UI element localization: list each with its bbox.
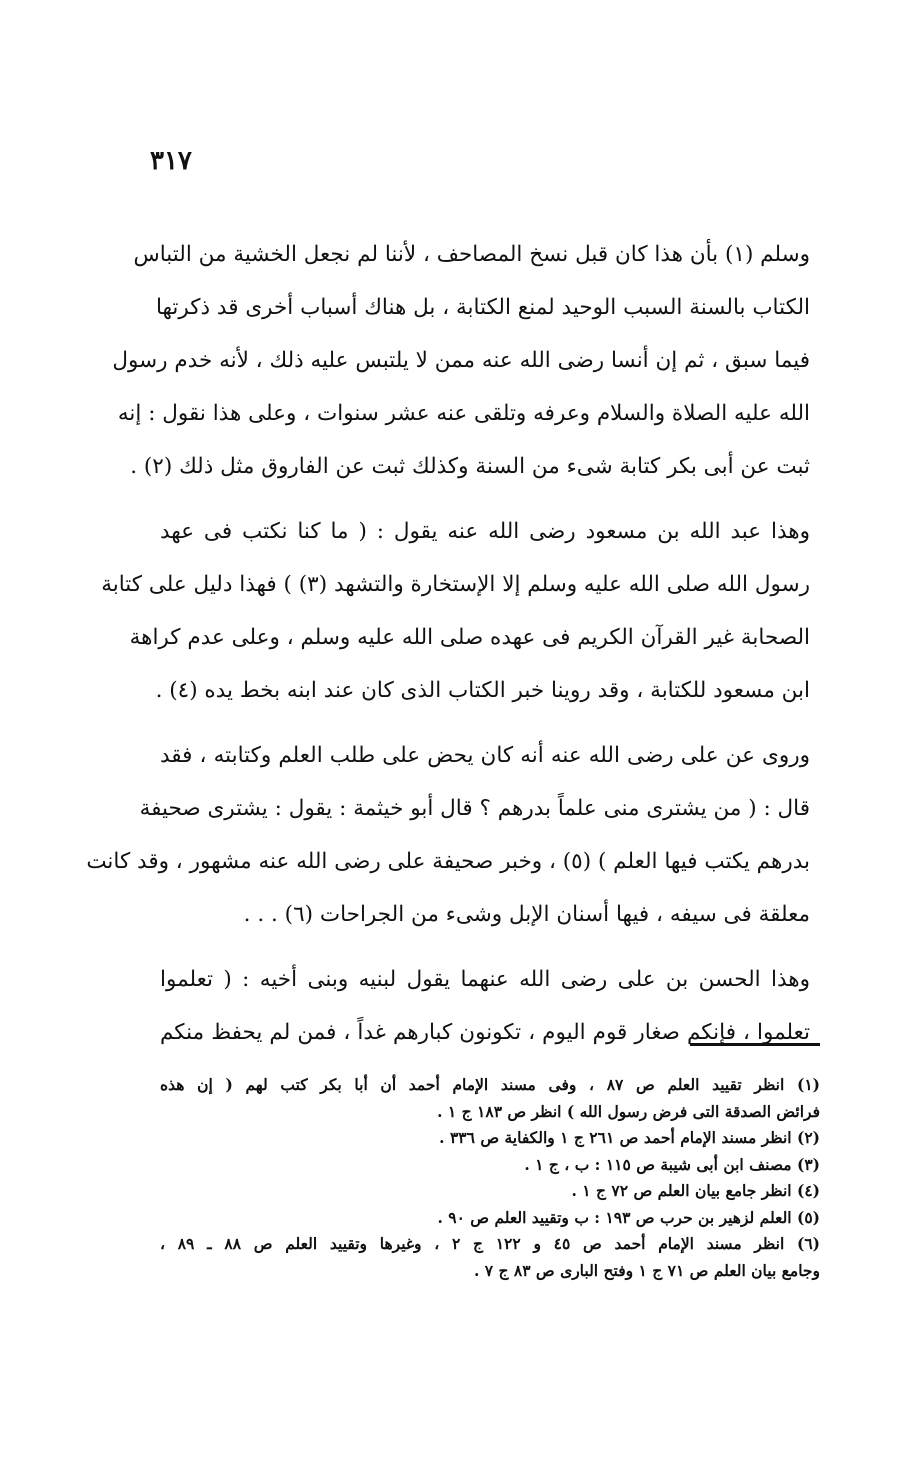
footnotes (160, 1072, 820, 1284)
text-line: وروى عن على رضى الله عنه أنه كان يحض على طلب العلم وكتابته ، فقد (160, 743, 810, 768)
text-line: ثبت عن أبى بكر كتابة شىء من السنة وكذلك ثبت عن الفاروق مثل ذلك (٢) . (130, 454, 810, 479)
footnote-line: (٣) مصنف ابن أبى شيبة ص ١١٥ : ب ، ج ١ . (524, 1154, 820, 1174)
footnote-line: وجامع بيان العلم ص ٧١ ج ١ وفتح البارى ص ٨٣ ج ٧ . (473, 1260, 820, 1280)
footnote-line: (٦) انظر مسند الإمام أحمد ص ٤٥ و ١٢٢ ج ٢ ، وغيرها وتقييد العلم ص ٨٨ ـ ٨٩ ، (160, 1234, 820, 1253)
text-line: الله عليه الصلاة والسلام وعرفه وتلقى عنه عشر سنوات ، وعلى هذا نقول : إنه (117, 401, 810, 426)
main-text (86, 228, 810, 1071)
footnote-line: (١) انظر تقييد العلم ص ٨٧ ، وفى مسند الإمام أحمد أن أبا بكر كتب لهم ( إن هذه (160, 1075, 820, 1094)
paragraph-1 (112, 228, 810, 493)
text-line: فيما سبق ، ثم إن أنسا رضى الله عنه ممن لا يلتبس عليه ذلك ، لأنه خدم رسول (112, 348, 810, 373)
text-line: وهذا عبد الله بن مسعود رضى الله عنه يقول : ( ما كنا نكتب فى عهد (160, 519, 810, 544)
footnote-line: فرائض الصدقة التى فرض رسول الله ) انظر ص ١٨٣ ج ١ . (437, 1101, 820, 1121)
page-number: ٣١٧ (150, 146, 192, 176)
footnote-separator (690, 1043, 820, 1046)
footnote-line: (٥) العلم لزهير بن حرب ص ١٩٣ : ب وتقييد العلم ص ٩٠ . (437, 1207, 820, 1227)
text-line: ابن مسعود للكتابة ، وقد روينا خبر الكتاب الذى كان عند ابنه بخط يده (٤) . (155, 678, 810, 703)
paragraph-3 (86, 729, 810, 941)
text-line: رسول الله صلى الله عليه وسلم إلا الإستخارة والتشهد (٣) ) فهذا دليل على كتابة (101, 572, 810, 597)
paragraph-2 (101, 505, 810, 717)
text-line: الكتاب بالسنة السبب الوحيد لمنع الكتابة ، بل هناك أسباب أخرى قد ذكرتها (155, 295, 810, 320)
text-line: تعلموا ، فإنكم صغار قوم اليوم ، تكونون كبارهم غداً ، فمن لم يحفظ منكم (160, 1020, 810, 1045)
text-line: الصحابة غير القرآن الكريم فى عهده صلى الله عليه وسلم ، وعلى عدم كراهة (129, 625, 810, 650)
text-line: وسلم (١) بأن هذا كان قبل نسخ المصاحف ، لأننا لم نجعل الخشية من التباس (133, 242, 810, 267)
footnote-line: (٤) انظر جامع بيان العلم ص ٧٢ ج ١ . (571, 1181, 820, 1200)
footnote-line: (٢) انظر مسند الإمام أحمد ص ٢٦١ ج ١ والكفاية ص ٣٣٦ . (439, 1128, 820, 1147)
text-line: بدرهم يكتب فيها العلم ) (٥) ، وخبر صحيفة على رضى الله عنه مشهور ، وقد كانت (86, 849, 810, 874)
text-line: وهذا الحسن بن على رضى الله عنهما يقول لبنيه وبنى أخيه : ( تعلموا (160, 967, 810, 992)
text-line: معلقة فى سيفه ، فيها أسنان الإبل وشىء من الجراحات (٦) . . . (243, 902, 810, 927)
text-line: قال : ( من يشترى منى علماً بدرهم ؟ قال أبو خيثمة : يقول : يشترى صحيفة (139, 796, 810, 821)
